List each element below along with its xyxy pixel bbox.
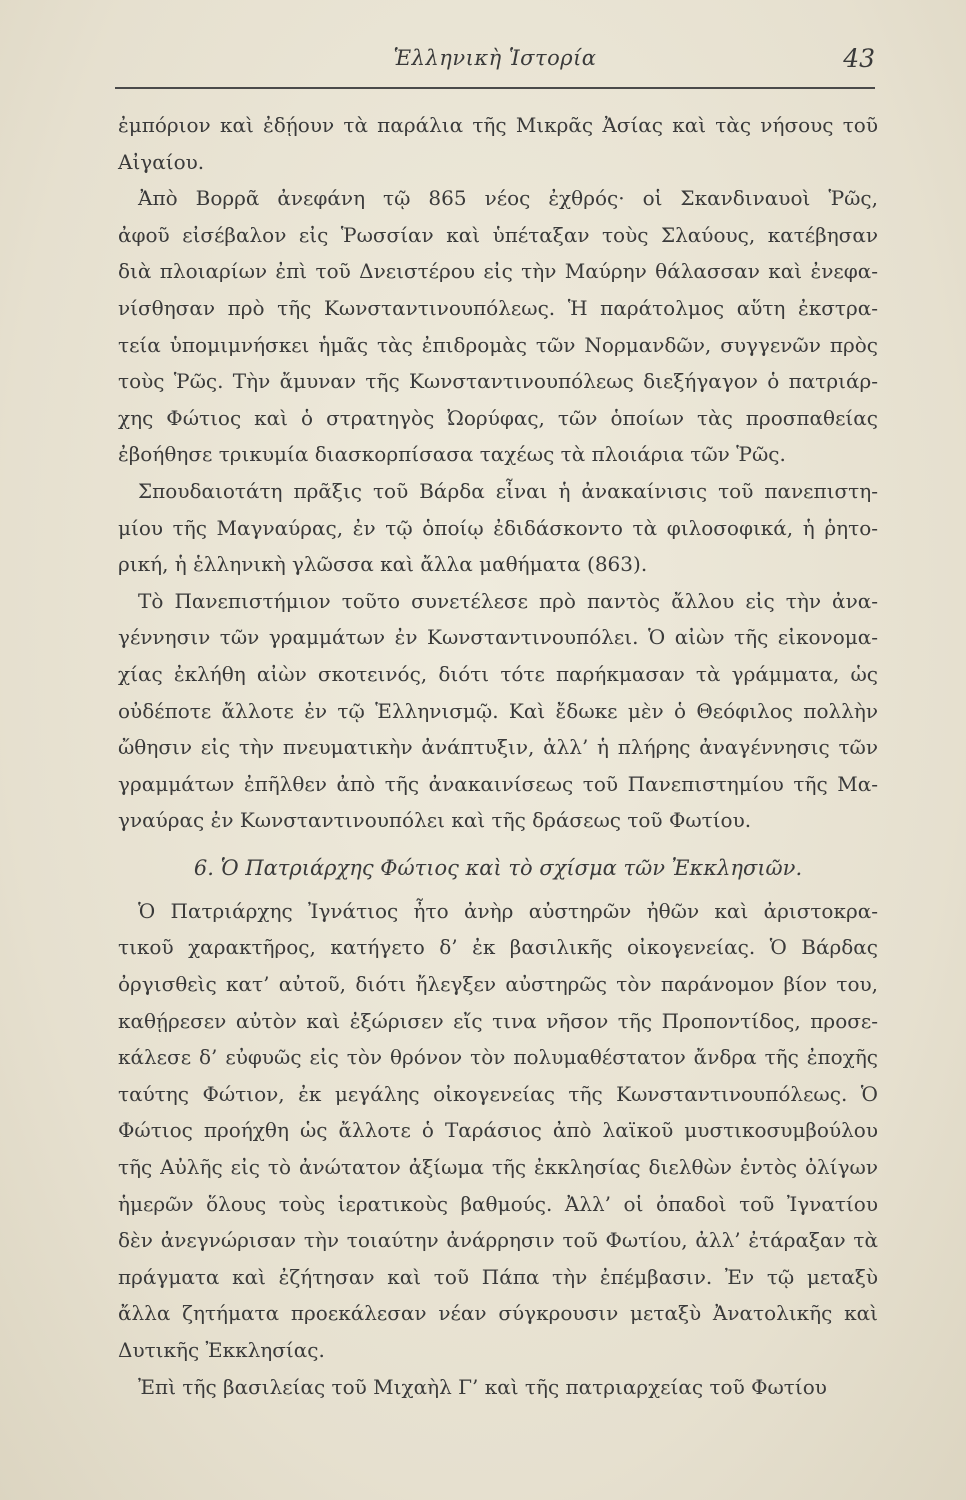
text-line: τῆς Αὐλῆς εἰς τὸ ἀνώτατον ἀξίωμα τῆς ἐκκλησίας διελθὼν ἐντὸς ὀλίγων xyxy=(118,1155,878,1180)
text-line: Φώτιος προήχθη ὡς ἄλλοτε ὁ Ταράσιος ἀπὸ λαϊκοῦ μυστικοσυμβούλου xyxy=(118,1118,878,1143)
text-line: ἐμπόριον καὶ ἐδῄουν τὰ παράλια τῆς Μικρᾶς Ἀσίας καὶ τὰς νήσους τοῦ xyxy=(118,113,878,137)
text-line: ἡμερῶν ὅλους τοὺς ἱερατικοὺς βαθμούς. Ἀλλ’ οἱ ὀπαδοὶ τοῦ Ἰγνατίου xyxy=(118,1191,879,1216)
text-line: Αἰγαίου. xyxy=(118,149,205,174)
text-line: τεία ὑπομιμνήσκει ἡμᾶς τὰς ἐπιδρομὰς τῶν Νορμανδῶν, συγγενῶν πρὸς xyxy=(118,332,878,357)
text-line: μίου τῆς Μαγναύρας, ἐν τῷ ὁποίῳ ἐδιδάσκοντο τὰ φιλοσοφικά, ἡ ῥητο- xyxy=(118,515,878,540)
text-line: γναύρας ἐν Κωνσταντινουπόλει καὶ τῆς δράσεως τοῦ Φωτίου. xyxy=(118,808,752,833)
paragraphs-before-heading xyxy=(118,107,878,839)
text-line: τοὺς Ῥῶς. Τὴν ἄμυναν τῆς Κωνσταντινουπόλεως διεξήγαγον ὁ πατριάρ- xyxy=(118,369,878,394)
text-line: κάλεσε δ’ εὐφυῶς εἰς τὸν θρόνον τὸν πολυμαθέστατον ἄνδρα τῆς ἐποχῆς xyxy=(118,1045,878,1070)
paragraph xyxy=(118,893,878,1369)
header-rule xyxy=(115,87,875,89)
paragraphs-after-heading xyxy=(118,893,878,1405)
text-line: ἀφοῦ εἰσέβαλον εἰς Ῥωσσίαν καὶ ὑπέταξαν τοὺς Σλαύους, κατέβησαν xyxy=(118,222,878,247)
paragraph xyxy=(118,473,878,583)
text-line: γέννησιν τῶν γραμμάτων ἐν Κωνσταντινουπόλει. Ὁ αἰὼν τῆς εἰκονομα- xyxy=(118,625,878,650)
text-line: ὤθησιν εἰς τὴν πνευματικὴν ἀνάπτυξιν, ἀλλ’ ἡ πλήρης ἀναγέννησις τῶν xyxy=(118,735,879,760)
text-line: πράγματα καὶ ἐζήτησαν καὶ τοῦ Πάπα τὴν ἐπέμβασιν. Ἐν τῷ μεταξὺ xyxy=(118,1264,878,1289)
text-line: διὰ πλοιαρίων ἐπὶ τοῦ Δνειστέρου εἰς τὴν Μαύρην θάλασσαν καὶ ἐνεφα- xyxy=(118,259,878,284)
text-line: νίσθησαν πρὸ τῆς Κωνσταντινουπόλεως. Ἡ παράτολμος αὕτη ἐκστρα- xyxy=(118,295,878,320)
paragraph xyxy=(118,1369,878,1406)
text-line: οὐδέποτε ἄλλοτε ἐν τῷ Ἑλληνισμῷ. Καὶ ἔδωκε μὲν ὁ Θεόφιλος πολλὴν xyxy=(118,698,878,723)
text-line: χης Φώτιος καὶ ὁ στρατηγὸς Ὠορύφας, τῶν ὁποίων τὰς προσπαθείας xyxy=(118,405,878,430)
paragraph xyxy=(118,583,878,839)
text-line: Ἀπὸ Βορρᾶ ἀνεφάνη τῷ 865 νέος ἐχθρός· οἱ Σκανδιναυοὶ Ῥῶς, xyxy=(138,186,878,211)
text-line: ἄλλα ζητήματα προεκάλεσαν νέαν σύγκρουσιν μεταξὺ Ἀνατολικῆς καὶ xyxy=(118,1301,878,1326)
text-line: ταύτης Φώτιον, ἐκ μεγάλης οἰκογενείας τῆς Κωνσταντινουπόλεως. Ὁ xyxy=(118,1081,878,1106)
paragraph xyxy=(118,107,878,180)
text-line: Ὁ Πατριάρχης Ἰγνάτιος ἦτο ἀνὴρ αὐστηρῶν ἠθῶν καὶ ἀριστοκρα- xyxy=(138,898,878,923)
text-line: τικοῦ χαρακτῆρος, κατήγετο δ’ ἐκ βασιλικῆς οἰκογενείας. Ὁ Βάρδας xyxy=(118,935,879,960)
text-line: ρική, ἡ ἑλληνικὴ γλῶσσα καὶ ἄλλα μαθήματα (863). xyxy=(118,552,648,577)
text-line: καθῄρεσεν αὐτὸν καὶ ἐξώρισεν εἴς τινα νῆσον τῆς Προποντίδος, προσε- xyxy=(118,1008,879,1033)
text-line: Δυτικῆς Ἐκκλησίας. xyxy=(118,1338,325,1362)
page-number: 43 xyxy=(843,44,875,73)
text-line: ὀργισθεὶς κατ’ αὐτοῦ, διότι ἤλεγξεν αὐστηρῶς τὸν παράνομον βίον του, xyxy=(118,972,879,997)
paragraph xyxy=(118,180,878,473)
page-header xyxy=(115,44,875,80)
text-line: γραμμάτων ἐπῆλθεν ἀπὸ τῆς ἀνακαινίσεως τοῦ Πανεπιστημίου τῆς Μα- xyxy=(118,771,878,796)
running-title: Ἑλληνικὴ Ἱστορία xyxy=(393,46,597,70)
text-line: Ἐπὶ τῆς βασιλείας τοῦ Μιχαὴλ Γ’ καὶ τῆς πατριαρχείας τοῦ Φωτίου xyxy=(138,1374,827,1399)
text-line: Τὸ Πανεπιστήμιον τοῦτο συνετέλεσε πρὸ παντὸς ἄλλου εἰς τὴν ἀνα- xyxy=(138,588,878,613)
text-line: χίας ἐκλήθη αἰὼν σκοτεινός, διότι τότε παρήκμασαν τὰ γράμματα, ὡς xyxy=(118,661,878,686)
body-text xyxy=(118,107,878,1405)
section-heading: 6. Ὁ Πατριάρχης Φώτιος καὶ τὸ σχίσμα τῶν Ἐκκλησιῶν. xyxy=(193,855,803,880)
text-line: Σπουδαιοτάτη πρᾶξις τοῦ Βάρδα εἶναι ἡ ἀνακαίνισις τοῦ πανεπιστη- xyxy=(138,478,878,503)
text-line: ἐβοήθησε τρικυμία διασκορπίσασα ταχέως τὰ πλοιάρια τῶν Ῥῶς. xyxy=(118,442,786,467)
text-line: δὲν ἀνεγνώρισαν τὴν τοιαύτην ἀνάρρησιν τοῦ Φωτίου, ἀλλ’ ἐτάραξαν τὰ xyxy=(118,1228,878,1253)
